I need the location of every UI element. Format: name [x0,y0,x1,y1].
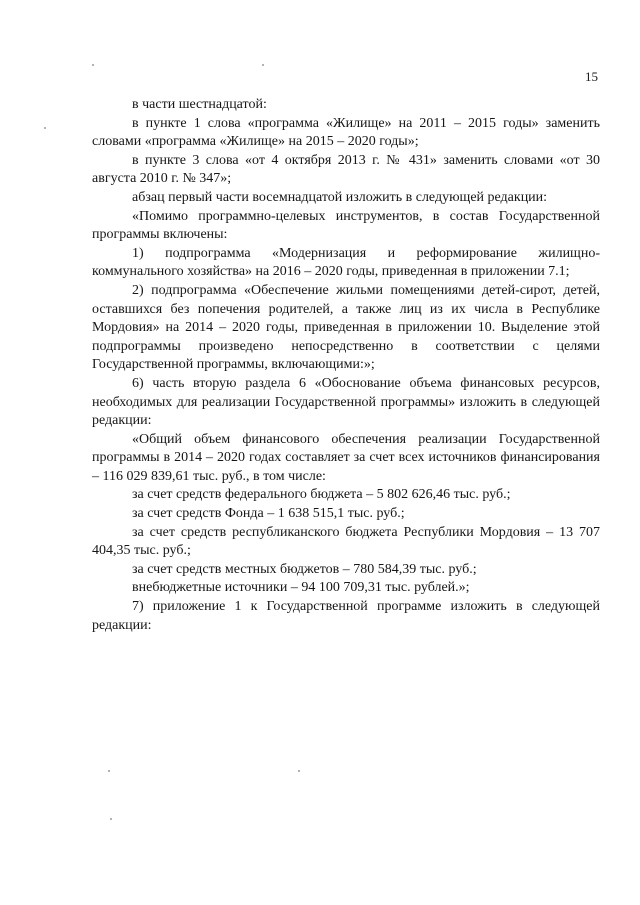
scan-speck [298,770,300,772]
paragraph-fund: за счет средств Фонда – 1 638 515,1 тыс. руб.; [132,506,405,522]
scan-speck [108,770,110,772]
paragraph-subprogram-2: 2) подпрограмма «Обеспечение жильми помещениями детей-сирот, детей, оставшихся без попечения родителей, а также лиц из их числа в Республике Мордовия» на 2014 – 2020 годы, приведенная в приложении 10. Выделение этой подпрограммы произведено непосредственно в соответствии с целями Государственной программы, включающими:»; [92,282,600,373]
paragraph-federal-budget: за счет средств федерального бюджета – 5 802 626,46 тыс. руб.; [132,487,511,503]
paragraph-item-1-zhilishche: в пункте 1 слова «программа «Жилище» на 2011 – 2015 годы» заменить словами «программа «Жилище» на 2015 – 2020 годы»; [92,115,600,150]
paragraph-part-eighteen: абзац первый части восемнадцатой изложить в следующей редакции: [132,189,548,205]
document-body [92,96,600,635]
paragraph-republic-budget: за счет средств республиканского бюджета Республики Мордовия – 13 707 404,35 тыс. руб.; [92,524,600,559]
scan-speck [262,64,264,66]
paragraph-subprogram-1: 1) подпрограмма «Модернизация и реформирование жилищно-коммунального хозяйства» на 2016 – 2020 годы, приведенная в приложении 7.1; [92,245,600,280]
paragraph-extrabudgetary: внебюджетные источники – 94 100 709,31 тыс. рублей.»; [132,580,470,596]
scan-speck [44,127,46,129]
paragraph-total-funding: «Общий объем финансового обеспечения реализации Государственной программы в 2014 – 2020 годах составляет за счет всех источников финансирования – 116 029 839,61 тыс. руб., в том числе: [92,431,600,484]
paragraph-program-tools: «Помимо программно-целевых инструментов, в состав Государственной программы включены: [92,208,600,243]
page-number: 15 [585,69,598,84]
paragraph-part-sixteen: в части шестнадцатой: [132,97,267,112]
scan-speck [92,64,94,66]
paragraph-section-6: 6) часть вторую раздела 6 «Обоснование объема финансовых ресурсов, необходимых для реализации Государственной программы» изложить в следующей редакции: [92,375,600,429]
paragraph-local-budgets: за счет средств местных бюджетов – 780 584,39 тыс. руб.; [132,561,477,577]
paragraph-item-3-dates: в пункте 3 слова «от 4 октября 2013 г. № 431» заменить словами «от 30 августа 2010 г. № 347»; [92,152,600,187]
paragraph-appendix-1: 7) приложение 1 к Государственной программе изложить в следующей редакции: [92,599,600,633]
scan-speck [110,818,112,820]
